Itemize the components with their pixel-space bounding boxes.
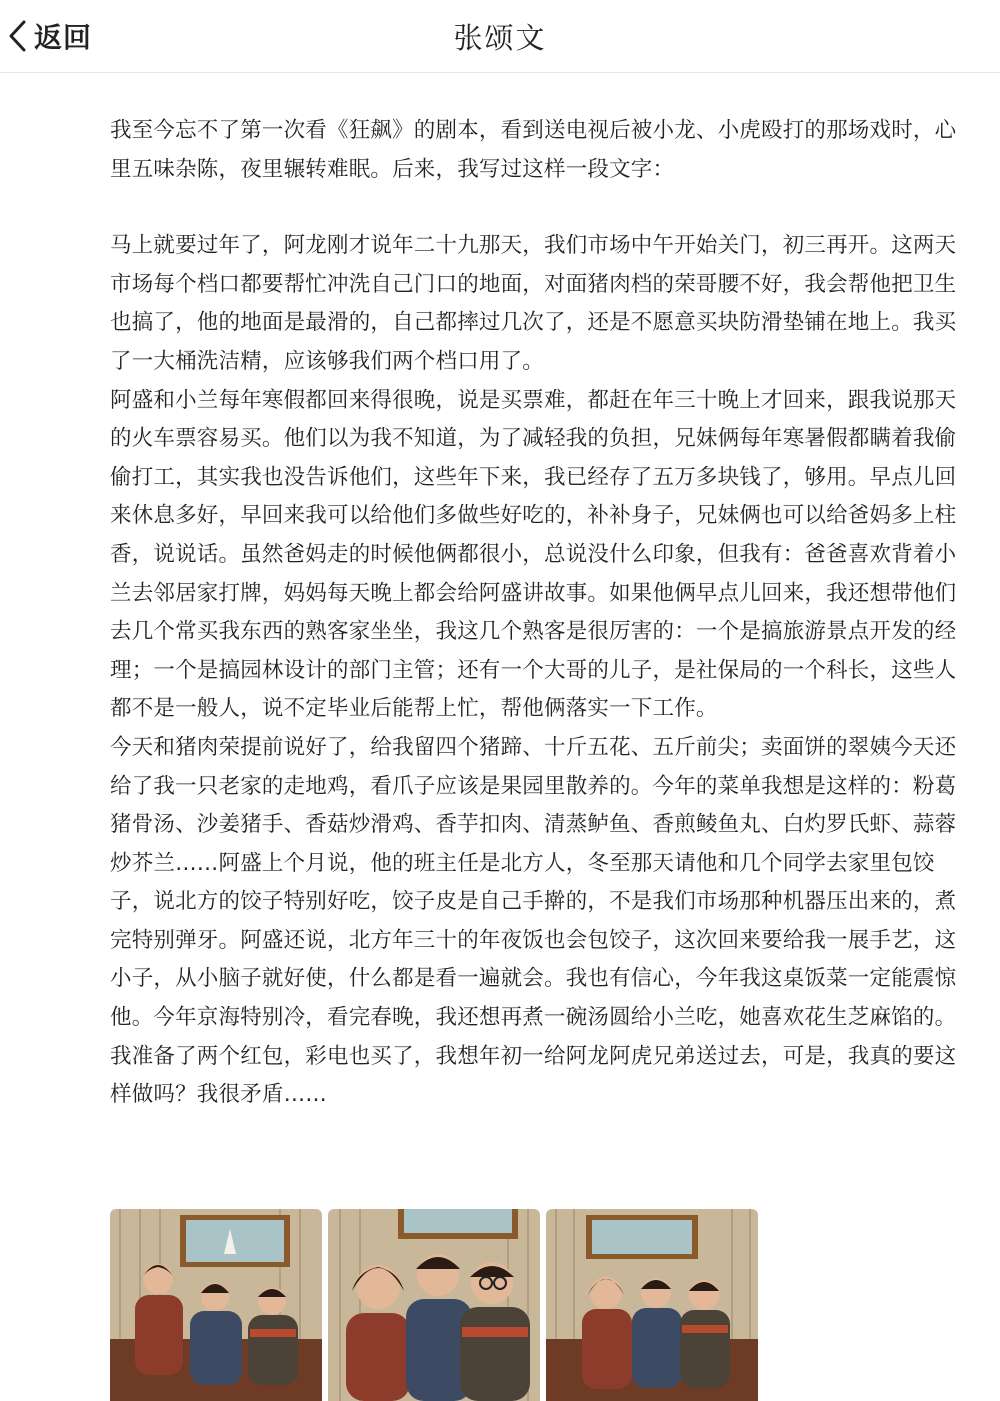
photo-thumbnail-2[interactable]: [328, 1209, 540, 1401]
group-photo-image: [328, 1209, 540, 1401]
photo-thumbnail-1[interactable]: [110, 1209, 322, 1401]
article-body: [110, 112, 970, 1115]
photo-grid: [110, 1209, 770, 1401]
article-paragraph: 我至今忘不了第一次看《狂飙》的剧本，看到送电视后被小龙、小虎殴打的那场戏时，心里五味杂陈，夜里辗转难眠。后来，我写过这样一段文字：: [110, 118, 957, 182]
article-paragraph: 我准备了两个红包，彩电也买了，我想年初一给阿龙阿虎兄弟送过去，可是，我真的要这样做吗？我很矛盾……: [110, 1043, 957, 1108]
page-title: 张颂文: [453, 20, 547, 55]
article-paragraph: 阿盛和小兰每年寒假都回来得很晚，说是买票难，都赶在年三十晚上才回来，跟我说那天的火车票容易买。他们以为我不知道，为了减轻我的负担，兄妹俩每年寒暑假都瞒着我偷偷打工，其实我也没告诉他们，这些年下来，我已经存了五万多块钱了，够用。早点儿回来休息多好，早回来我可以给他们多做些好吃的，补补身子，兄妹俩也可以给爸妈多上柱香，说说话。虽然爸妈走的时候他俩都很小，总说没什么印象，但我有：爸爸喜欢背着小兰去邻居家打牌，妈妈每天晚上都会给阿盛讲故事。如果他俩早点儿回来，我还想带他们去几个常买我东西的熟客家坐坐，我这几个熟客是很厉害的：一个是搞旅游景点开发的经理；一个是搞园林设计的部门主管；还有一个大哥的儿子，是社保局的一个科长，这些人都不是一般人，说不定毕业后能帮上忙，帮他俩落实一下工作。: [110, 387, 957, 722]
photo-thumbnail-3[interactable]: [546, 1209, 758, 1401]
article-paragraph: 马上就要过年了，阿龙刚才说年二十九那天，我们市场中午开始关门，初三再开。这两天市场每个档口都要帮忙冲洗自己门口的地面，对面猪肉档的荣哥腰不好，我会帮他把卫生也搞了，他的地面是最滑的，自己都摔过几次了，还是不愿意买块防滑垫铺在地上。我买了一大桶洗洁精，应该够我们两个档口用了。: [110, 233, 957, 374]
back-label: 返回: [34, 21, 93, 54]
group-photo-image: [546, 1209, 758, 1401]
article-paragraph: 今天和猪肉荣提前说好了，给我留四个猪蹄、十斤五花、五斤前尖；卖面饼的翠姨今天还给了我一只老家的走地鸡，看爪子应该是果园里散养的。今年的菜单我想是这样的：粉葛猪骨汤、沙姜猪手、香菇炒滑鸡、香芋扣肉、清蒸鲈鱼、香煎鲮鱼丸、白灼罗氏虾、蒜蓉炒芥兰……阿盛上个月说，他的班主任是北方人，冬至那天请他和几个同学去家里包饺子，说北方的饺子特别好吃，饺子皮是自己手擀的，不是我们市场那种机器压出来的，煮完特别弹牙。阿盛还说，北方年三十的年夜饭也会包饺子，这次回来要给我一展手艺，这小子，从小脑子就好使，什么都是看一遍就会。我也有信心，今年我这桌饭菜一定能震惊他。今年京海特别冷，看完春晚，我还想再煮一碗汤圆给小兰吃，她喜欢花生芝麻馅的。: [110, 734, 957, 1031]
navigation-bar: [0, 0, 1000, 73]
group-photo-image: [110, 1209, 322, 1401]
